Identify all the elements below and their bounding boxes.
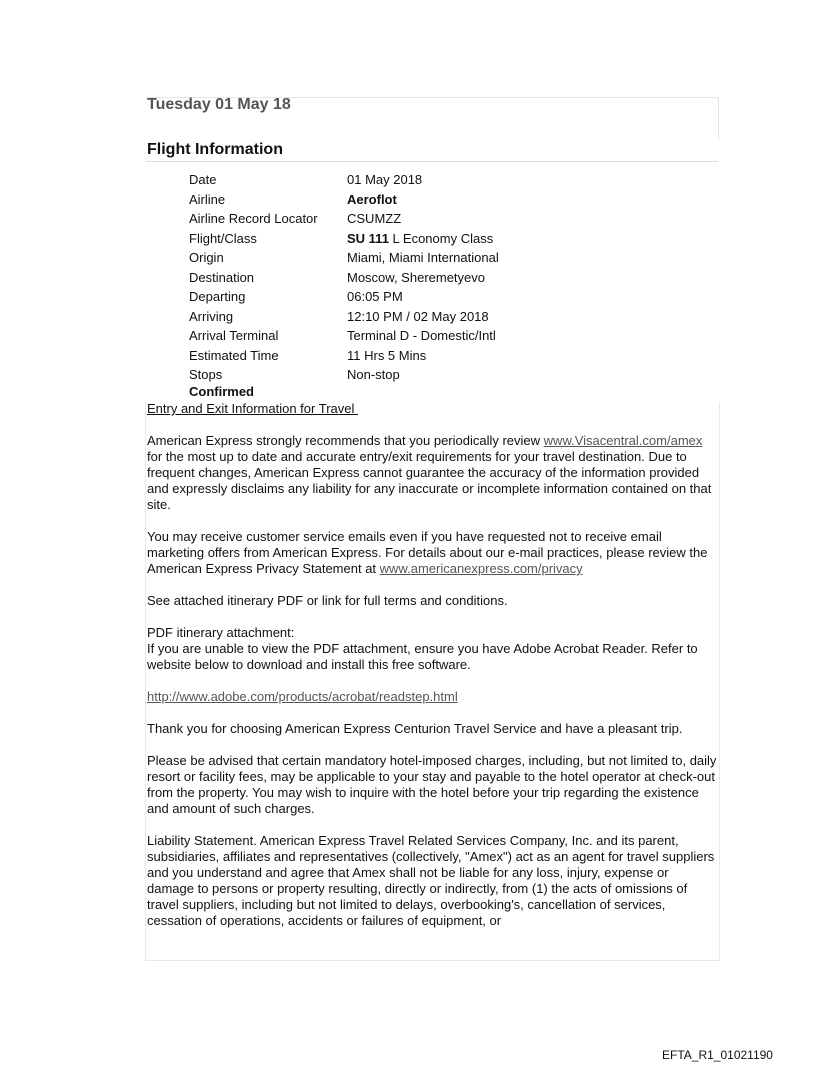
flight-row-estimated-time bbox=[189, 346, 499, 366]
row-value: 12:10 PM / 02 May 2018 bbox=[347, 308, 489, 324]
flight-row-arrival-terminal bbox=[189, 326, 499, 346]
flight-row-origin bbox=[189, 248, 499, 268]
row-value: Non-stop bbox=[347, 367, 400, 382]
terms-paragraph: See attached itinerary PDF or link for full terms and conditions. bbox=[147, 593, 508, 608]
hotel-charges-paragraph: Please be advised that certain mandatory hotel-imposed charges, including, but not limited to, daily resort or facility fees, may be applicable to your stay and payable to the hotel operator at check-out from the property. You may wish to inquire with the hotel before your trip regarding the existence and amount of such charges. bbox=[147, 753, 717, 816]
info-text bbox=[147, 401, 719, 945]
row-label: Airline Record Locator bbox=[189, 211, 318, 226]
row-value: Aeroflot bbox=[347, 191, 397, 207]
flight-row-flight-class bbox=[189, 229, 499, 249]
visa-paragraph bbox=[147, 433, 719, 513]
visa-text-start: American Express strongly recommends that you periodically review bbox=[147, 433, 544, 448]
adobe-link[interactable]: http://www.adobe.com/products/acrobat/readstep.html bbox=[147, 689, 458, 704]
flight-class: L Economy Class bbox=[388, 230, 494, 246]
row-label: Arriving bbox=[189, 308, 234, 324]
row-value: Moscow, Sheremetyevo bbox=[347, 269, 486, 285]
visa-text-end: for the most up to date and accurate entry/exit requirements for your travel destination. Due to frequent changes, American Express cannot guarantee the accuracy of the information provided and expressly disclaims any liability for any inaccurate or incomplete information contained on that site. bbox=[147, 449, 712, 512]
row-value: Terminal D - Domestic/Intl bbox=[347, 328, 496, 343]
visacentral-link[interactable]: www.Visacentral.com/amex bbox=[543, 433, 703, 448]
email-paragraph bbox=[147, 529, 719, 577]
row-value: Miami, Miami International bbox=[347, 250, 499, 265]
pdf-paragraph bbox=[147, 625, 719, 673]
thank-you-paragraph: Thank you for choosing American Express Centurion Travel Service and have a pleasant trip. bbox=[147, 721, 683, 736]
day-heading: Tuesday 01 May 18 bbox=[147, 96, 291, 113]
row-value: 11 Hrs 5 Mins bbox=[347, 347, 427, 363]
pdf-body: If you are unable to view the PDF attachment, ensure you have Adobe Acrobat Reader. Refer to website below to download and install this free software. bbox=[147, 641, 698, 672]
privacy-link[interactable]: www.americanexpress.com/privacy bbox=[379, 561, 583, 576]
flight-row-record-locator bbox=[189, 209, 499, 229]
row-label: Date bbox=[189, 172, 217, 187]
row-label: Airline bbox=[189, 191, 226, 207]
row-value: 01 May 2018 bbox=[347, 172, 423, 187]
flight-row-airline bbox=[189, 190, 499, 210]
row-value bbox=[347, 229, 493, 249]
row-value: CSUMZZ bbox=[347, 211, 402, 226]
flight-section-title: Flight Information bbox=[147, 141, 283, 158]
flight-row-destination bbox=[189, 268, 499, 288]
flight-row-arriving bbox=[189, 307, 499, 327]
flight-row-departing bbox=[189, 287, 499, 307]
pdf-title: PDF itinerary attachment: bbox=[147, 625, 295, 640]
row-label: Flight/Class bbox=[189, 230, 257, 246]
row-label: Destination bbox=[189, 269, 255, 285]
row-label: Origin bbox=[189, 250, 224, 265]
section-divider bbox=[146, 161, 718, 162]
flight-row-date bbox=[189, 170, 499, 190]
row-value: 06:05 PM bbox=[347, 289, 403, 304]
row-label: Departing bbox=[189, 289, 246, 304]
booking-status: Confirmed bbox=[189, 384, 254, 399]
flight-number: SU 111 bbox=[347, 230, 389, 246]
entry-exit-title: Entry and Exit Information for Travel bbox=[147, 401, 358, 416]
row-label: Stops bbox=[189, 367, 223, 382]
flight-details-table bbox=[189, 170, 499, 385]
liability-paragraph: Liability Statement. American Express Travel Related Services Company, Inc. and its parent, subsidiaries, affiliates and representatives (collectively, "Amex") act as an agent for travel suppliers and you understand and agree that Amex shall not be liable for any loss, injury, expense or damage to persons or property resulting, directly or indirectly, from (1) the acts of omissions of travel suppliers, including but not limited to delays, overbooking's, cancellation of services, cessation of operations, accidents or failures of equipment, or bbox=[147, 833, 715, 928]
row-label: Arrival Terminal bbox=[189, 328, 279, 343]
document-id: EFTA_R1_01021190 bbox=[662, 1048, 773, 1062]
row-label: Estimated Time bbox=[189, 347, 279, 363]
email-text: You may receive customer service emails even if you have requested not to receive email marketing offers from American Express. For details about our e-mail practices, please review the American Express Privacy Statement at bbox=[147, 529, 708, 576]
